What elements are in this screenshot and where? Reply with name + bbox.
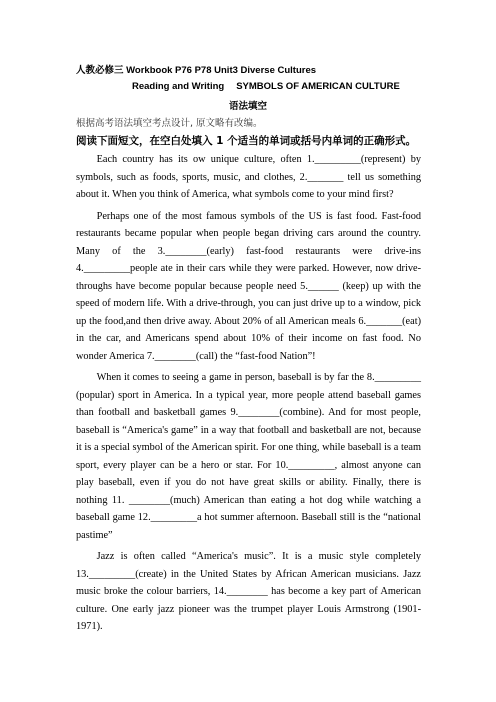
exercise-instruction: 阅读下面短文，在空白处填入 1 个适当的单词或括号内单词的正确形式。 <box>76 135 417 147</box>
passage <box>76 151 421 640</box>
exercise-title: 语法填空 <box>228 101 267 112</box>
section-name: Reading and Writing <box>132 81 225 92</box>
passage-paragraph-2: Perhaps one of the most famous symbols of the US is fast food. Fast-food restaurants became popular when people began driving cars around the country. Many of the 3.________(early) fast-food restaurants were drive-ins 4._________people ate in their cars while they were parked. However, now drive-throughs have become popular because people need 5.______ (keep) up with the speed of modern life. With a drive-through, you can just drive up to a window, pick up the food,and then drive away. About 20% of all American meals 6._______(eat) in the car, and Americans spend about 10% of their income on fast food. No wonder America 7.________(call) the “fast-food Nation”! <box>76 210 421 362</box>
worksheet-header-line2 <box>132 81 432 92</box>
article-title: SYMBOLS OF AMERICAN CULTURE <box>236 81 400 92</box>
passage-paragraph-4: Jazz is often called “America's music”. It is a music style completely 13._________(create) in the United States by African American musicians. Jazz music broke the colour barriers, 14.________ has become a key part of American culture. One early jazz pioneer was the trumpet player Louis Armstrong (1901-1971). <box>76 551 421 632</box>
passage-paragraph-1: Each country has its ow unique culture, often 1._________(represent) by symbols, such as foods, sports, music, and clothes, 2._______ tell us something about it. When you think of America, what symbols come to your mind first? <box>76 154 421 200</box>
passage-paragraph-3: When it comes to seeing a game in person, baseball is by far the 8._________ (popular) sport in America. In a typical year, more people attend baseball games than football and basketball games 9.________(combine). And for most people, baseball is “America's game” in a way that football and basketball are not, because it is a special symbol of the American spirit. For one thing, while baseball is a team sport, every player can be a hero or star. For 10._________, almost anyone can play baseball, even if you do not have great skills or ability. Finally, there is nothing 11. ________(much) American than eating a hot dog while watching a baseball game 12._________a hot summer afternoon. Baseball still is the “national pastime” <box>76 372 421 541</box>
source-note: 根据高考语法填空考点设计, 原文略有改编。 <box>76 118 263 129</box>
worksheet-header-line1: 人教必修三 Workbook P76 P78 Unit3 Diverse Cultures <box>76 65 317 76</box>
